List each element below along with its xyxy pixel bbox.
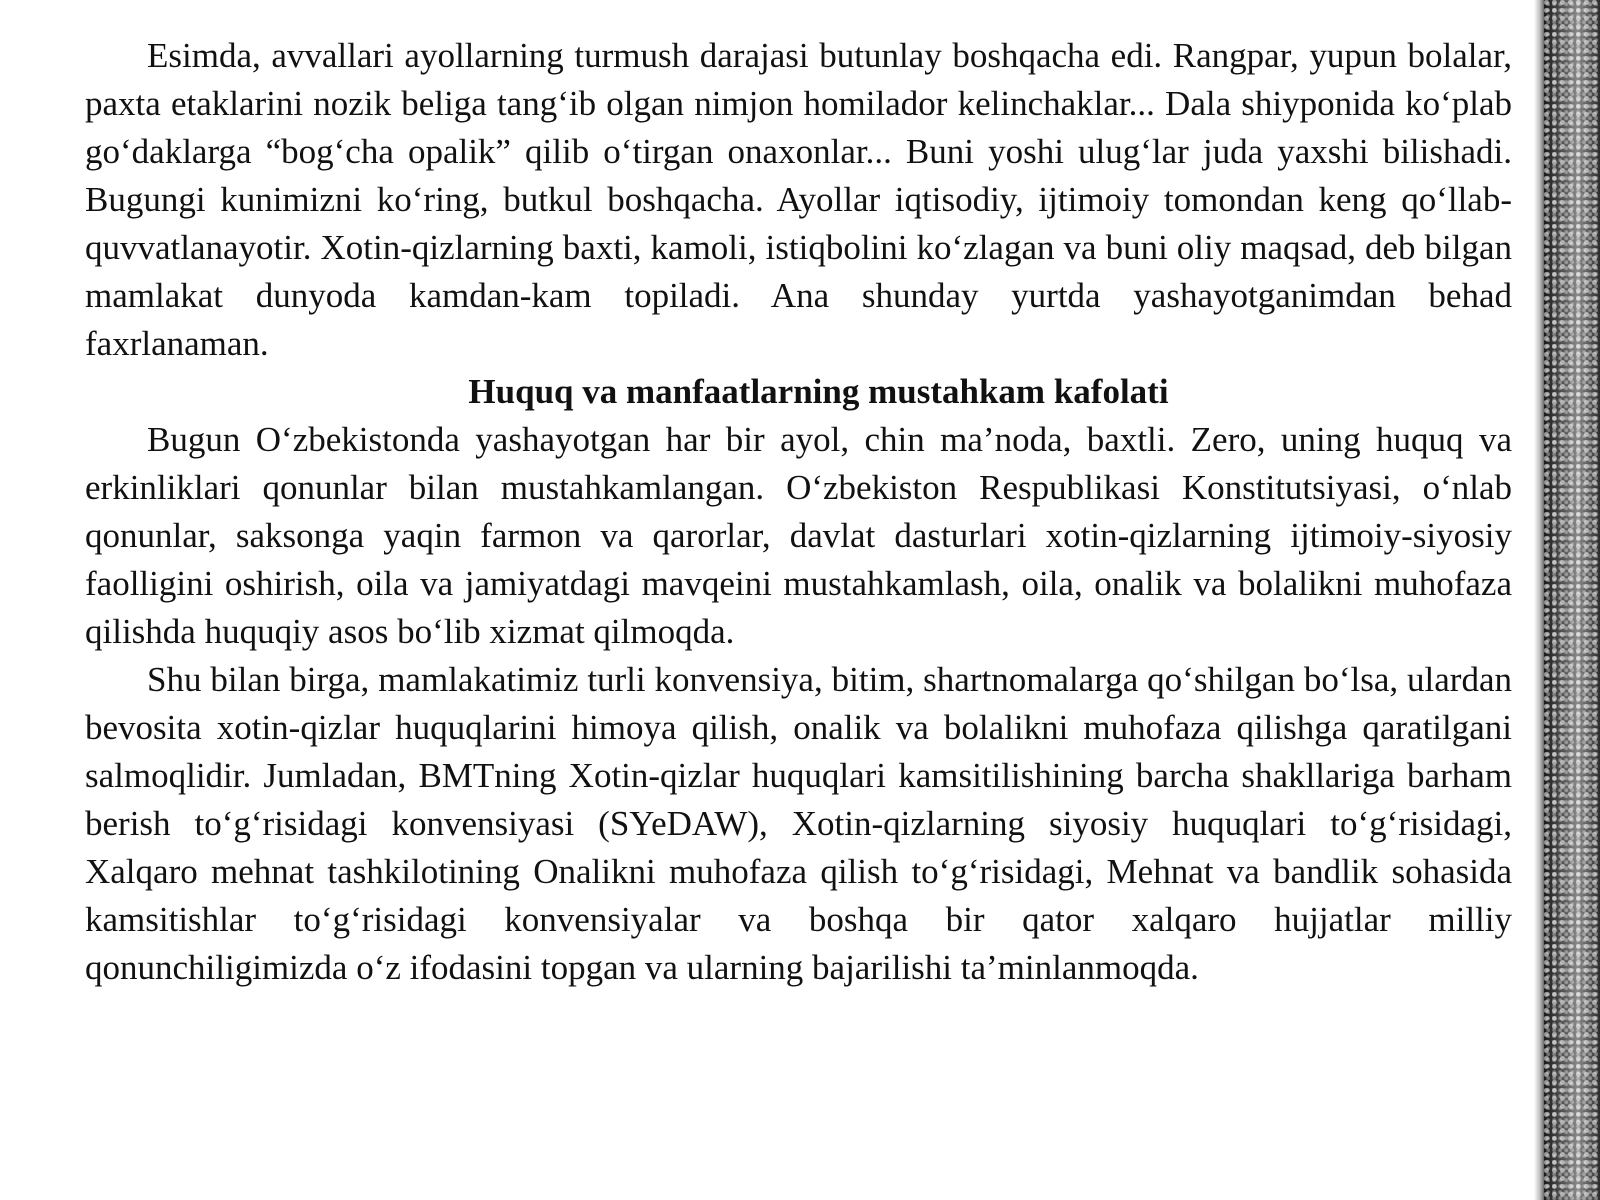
section-heading: Huquq va manfaatlarning mustahkam kafolati: [468, 372, 1169, 411]
paragraph-conventions: Shu bilan birga, mamlakatimiz turli konvensiya, bitim, shartnomalarga qo‘shilgan bo‘lsa, ulardan bevosita xotin-qizlar huquqlarini himoya qilish, onalik va bolalikni muhofaza qilishga qaratilgani salmoqlidir. Jumladan, BMTning Xotin-qizlar huquqlari kamsitilishining barcha shakllariga barham berish to‘g‘risidagi konvensiyasi (SYeDAW), Xotin-qizlarning siyosiy huquqlari to‘g‘risidagi, Xalqaro mehnat tashkilotining Onalikni muhofaza qilish to‘g‘risidagi, Mehnat va bandlik sohasida kamsitishlar to‘g‘risidagi konvensiyalar va boshqa bir qator xalqaro hujjatlar milliy qonunchiligimizda o‘z ifodasini topgan va ularning bajarilishi ta’minlanmoqda.: [85, 660, 1512, 987]
decorative-edge-strip: [1544, 0, 1600, 1200]
paragraph-intro: Esimda, avvallari ayollarning turmush darajasi butunlay boshqacha edi. Rangpar, yupun bolalar, paxta etaklarini nozik beliga tang‘ib olgan nimjon homilador kelinchaklar... Dala shiyponida ko‘plab go‘daklarga “bog‘cha opalik” qilib o‘tirgan onaxonlar... Buni yoshi ulug‘lar juda yaxshi bilishadi. Bugungi kunimizni ko‘ring, butkul boshqacha. Ayollar iqtisodiy, ijtimoiy tomondan keng qo‘llab-quvvatlanayotir. Xotin-qizlarning baxti, kamoli, istiqbolini ko‘zlagan va buni oliy maqsad, deb bilgan mamlakat dunyoda kamdan-kam topiladi. Ana shunday yurtda yashayotganimdan behad faxrlanaman.: [85, 36, 1512, 363]
page-edge-shadow: [1534, 0, 1544, 1200]
document-body: [85, 32, 1512, 992]
paragraph-rights: Bugun O‘zbekistonda yashayotgan har bir ayol, chin ma’noda, baxtli. Zero, uning huquq va erkinliklari qonunlar bilan mustahkamlangan. O‘zbekiston Respublikasi Konstitutsiyasi, o‘nlab qonunlar, saksonga yaqin farmon va qarorlar, davlat dasturlari xotin-qizlarning ijtimoiy-siyosiy faolligini oshirish, oila va jamiyatdagi mavqeini mustahkamlash, oila, onalik va bolalikni muhofaza qilishda huquqiy asos bo‘lib xizmat qilmoqda.: [85, 420, 1512, 651]
